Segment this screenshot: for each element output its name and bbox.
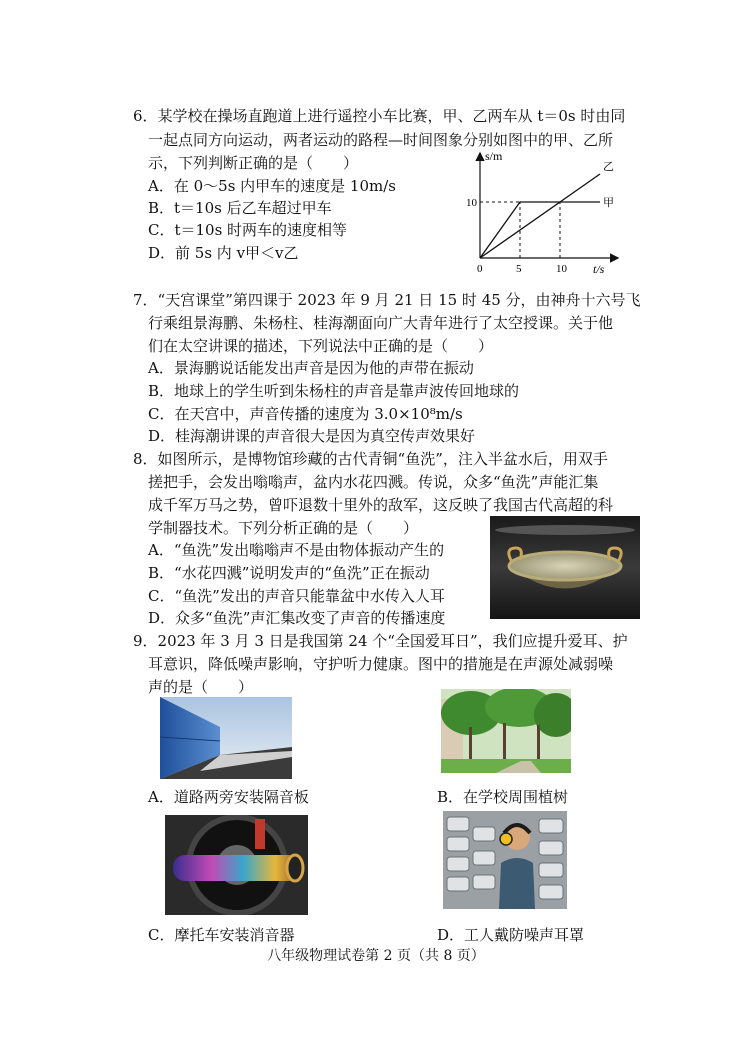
- q6-line-1: [133, 106, 625, 126]
- st-graph: [455, 148, 625, 276]
- x-axis-label: t/s: [593, 262, 605, 276]
- y-axis-label: s/m: [485, 149, 503, 163]
- x-tick-label-2: 10: [556, 263, 567, 275]
- q6-option-c[interactable]: C．t＝10s 时两车的速度相等: [148, 221, 348, 239]
- series-line-0: [480, 202, 600, 258]
- q9-number: 9．: [133, 632, 158, 650]
- q9-option-c[interactable]: C．摩托车安装消音器: [148, 926, 295, 944]
- q6-line-3: 示，下列判断正确的是（ ）: [148, 154, 359, 172]
- q9-text-1: 2023 年 3 月 3 日是我国第 24 个“全国爱耳日”，我们应提升爱耳、护: [157, 632, 628, 650]
- series-label-1: 乙: [603, 161, 614, 173]
- q8-line-2: 搓把手，会发出嗡嗡声，盆内水花四溅。传说，众多“鱼洗”声能汇集: [148, 473, 599, 491]
- q9-line-2: 耳意识，降低噪声影响，守护听力健康。图中的措施是在声源处减弱噪: [148, 655, 614, 673]
- q7-number: 7．: [133, 291, 158, 309]
- q6-option-a[interactable]: A．在 0～5s 内甲车的速度是 10m/s: [148, 177, 396, 195]
- q7-option-b[interactable]: B．地球上的学生听到朱杨柱的声音是靠声波传回地球的: [148, 382, 520, 400]
- q6-option-b[interactable]: B．t＝10s 后乙车超过甲车: [148, 199, 332, 217]
- q7-option-a[interactable]: A．景海鹏说话能发出声音是因为他的声带在振动: [148, 359, 474, 377]
- series-label-0: 甲: [603, 197, 614, 209]
- q9-line-3: 声的是（ ）: [148, 678, 254, 696]
- y-tick-label-0: 10: [466, 197, 477, 209]
- trees-photo: [441, 689, 571, 773]
- x-tick-label-1: 5: [516, 263, 522, 275]
- q9-option-b[interactable]: B．在学校周围植树: [437, 788, 569, 806]
- bronze-basin-photo: [490, 516, 640, 619]
- q7-option-d[interactable]: D．桂海潮讲课的声音很大是因为真空传声效果好: [148, 427, 476, 445]
- q7-line-2: 行乘组景海鹏、朱杨柱、桂海潮面向广大青年进行了太空授课。关于他: [148, 314, 614, 332]
- q8-line-4: 学制器技术。下列分析正确的是（ ）: [148, 519, 419, 537]
- muffler-photo: [165, 815, 308, 915]
- q7-line-1: [133, 290, 641, 310]
- q8-option-b[interactable]: B．“水花四溅”说明发声的“鱼洗”正在振动: [148, 564, 430, 582]
- q8-text-1: 如图所示，是博物馆珍藏的古代青铜“鱼洗”，注入半盆水后，用双手: [157, 450, 608, 468]
- q7-text-1: “天宫课堂”第四课于 2023 年 9 月 21 日 15 时 45 分，由神舟十六号飞: [157, 291, 641, 309]
- q9-option-a[interactable]: A．道路两旁安装隔音板: [148, 788, 309, 806]
- q8-line-1: [133, 449, 608, 469]
- q9-line-1: [133, 631, 628, 651]
- q8-option-c[interactable]: C．“鱼洗”发出的声音只能靠盆中水传入人耳: [148, 587, 445, 605]
- series-line-1: [480, 174, 600, 258]
- q8-option-a[interactable]: A．“鱼洗”发出嗡嗡声不是由物体振动产生的: [148, 541, 445, 559]
- q7-line-3: 们在太空讲课的描述，下列说法中正确的是（ ）: [148, 337, 494, 355]
- q6-text-1: 某学校在操场直跑道上进行遥控小车比赛，甲、乙两车从 t＝0s 时由同: [157, 107, 626, 125]
- q7-option-c[interactable]: C．在天宫中，声音传播的速度为 3.0×10⁸m/s: [148, 405, 463, 423]
- q8-line-3: 成千军万马之势，曾吓退数十里外的敌军，这反映了我国古代高超的科: [148, 496, 614, 514]
- q9-option-d[interactable]: D．工人戴防噪声耳罩: [437, 926, 585, 944]
- q6-option-d[interactable]: D．前 5s 内 v甲＜v乙: [148, 244, 299, 262]
- x-tick-label-0: 0: [477, 263, 483, 275]
- q8-number: 8．: [133, 450, 158, 468]
- page-footer: 八年级物理试卷第 2 页（共 8 页）: [267, 948, 485, 964]
- q6-number: 6．: [133, 107, 158, 125]
- q8-option-d[interactable]: D．众多“鱼洗”声汇集改变了声音的传播速度: [148, 609, 446, 627]
- worker-earmuff-photo: [443, 811, 567, 909]
- q6-line-2: 一起点同方向运动，两者运动的路程—时间图象分别如图中的甲、乙所: [148, 131, 614, 149]
- sound-barrier-photo: [160, 697, 292, 779]
